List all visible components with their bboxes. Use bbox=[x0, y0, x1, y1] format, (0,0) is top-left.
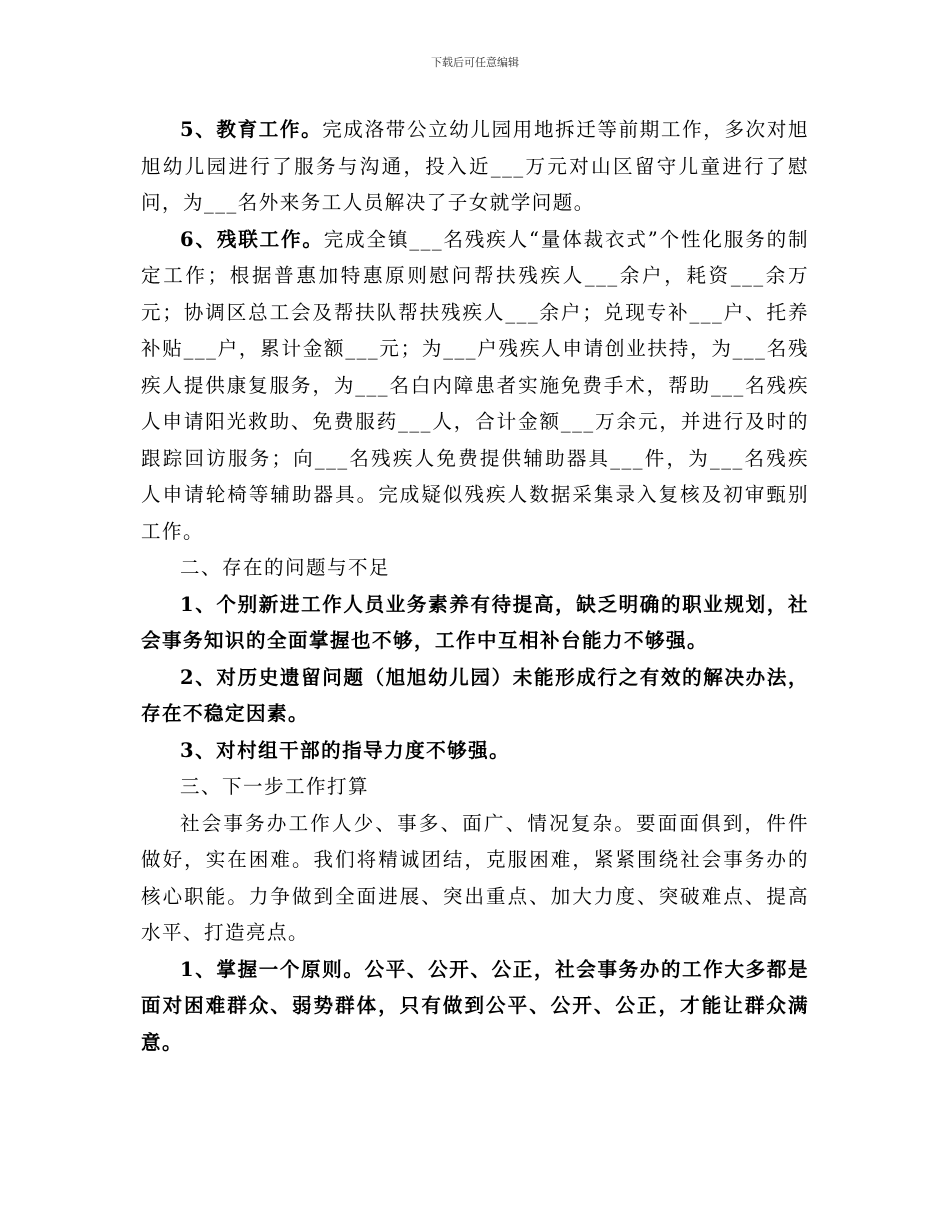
paragraph-next-steps-intro: 社会事务办工作人少、事多、面广、情况复杂。要面面俱到，件件做好，实在困难。我们将精诚团结，克服困难，紧紧围绕社会事务办的核心职能。力争做到全面进展、突出重点、加大力度、突破难点、提高水平、打造亮点。 bbox=[141, 811, 809, 944]
paragraph-education-text: 完成洛带公立幼儿园用地拆迁等前期工作，多次对旭旭幼儿园进行了服务与沟通，投入近___万元对山区留守儿童进行了慰问，为___名外来务工人员解决了子女就学问题。 bbox=[141, 118, 809, 214]
page-header: 下载后可任意编辑 bbox=[431, 56, 519, 69]
paragraph-disability-text: 完成全镇___名残疾人“量体裁衣式”个性化服务的制定工作；根据普惠加特惠原则慰问帮扶残疾人___余户，耗资___余万元；协调区总工会及帮扶队帮扶残疾人___余户；兑现专补___户、托养补贴___户，累计金额___元；为___户残疾人申请创业扶持，为___名残疾人提供康复服务，为___名白内障患者实施免费手术，帮助___名残疾人申请阳光救助、免费服药___人，合计金额___万余元，并进行及时的跟踪回访服务；向___名残疾人免费提供辅助器具___件，为___名残疾人申请轮椅等辅助器具。完成疑似残疾人数据采集录入复核及初审甄别工作。 bbox=[141, 227, 809, 543]
heading-problems: 二、存在的问题与不足 bbox=[180, 556, 391, 579]
section-title-education: 5、教育工作。 bbox=[180, 118, 323, 141]
document-body bbox=[141, 112, 809, 1061]
problem-item-1: 1、个别新进工作人员业务素养有待提高，缺乏明确的职业规划，社会事务知识的全面掌握也不够，工作中互相补台能力不够强。 bbox=[141, 592, 809, 652]
problem-item-3: 3、对村组干部的指导力度不够强。 bbox=[180, 738, 511, 762]
paragraph-disability bbox=[141, 222, 809, 551]
paragraph-education bbox=[141, 112, 809, 222]
section-title-disability: 6、残联工作。 bbox=[180, 227, 324, 251]
next-step-item-1: 1、掌握一个原则。公平、公开、公正，社会事务办的工作大多都是面对困难群众、弱势群体，只有做到公平、公开、公正，才能让群众满意。 bbox=[141, 957, 809, 1054]
heading-next-steps: 三、下一步工作打算 bbox=[180, 775, 370, 798]
problem-item-2: 2、对历史遗留问题（旭旭幼儿园）未能形成行之有效的解决办法，存在不稳定因素。 bbox=[141, 665, 809, 725]
